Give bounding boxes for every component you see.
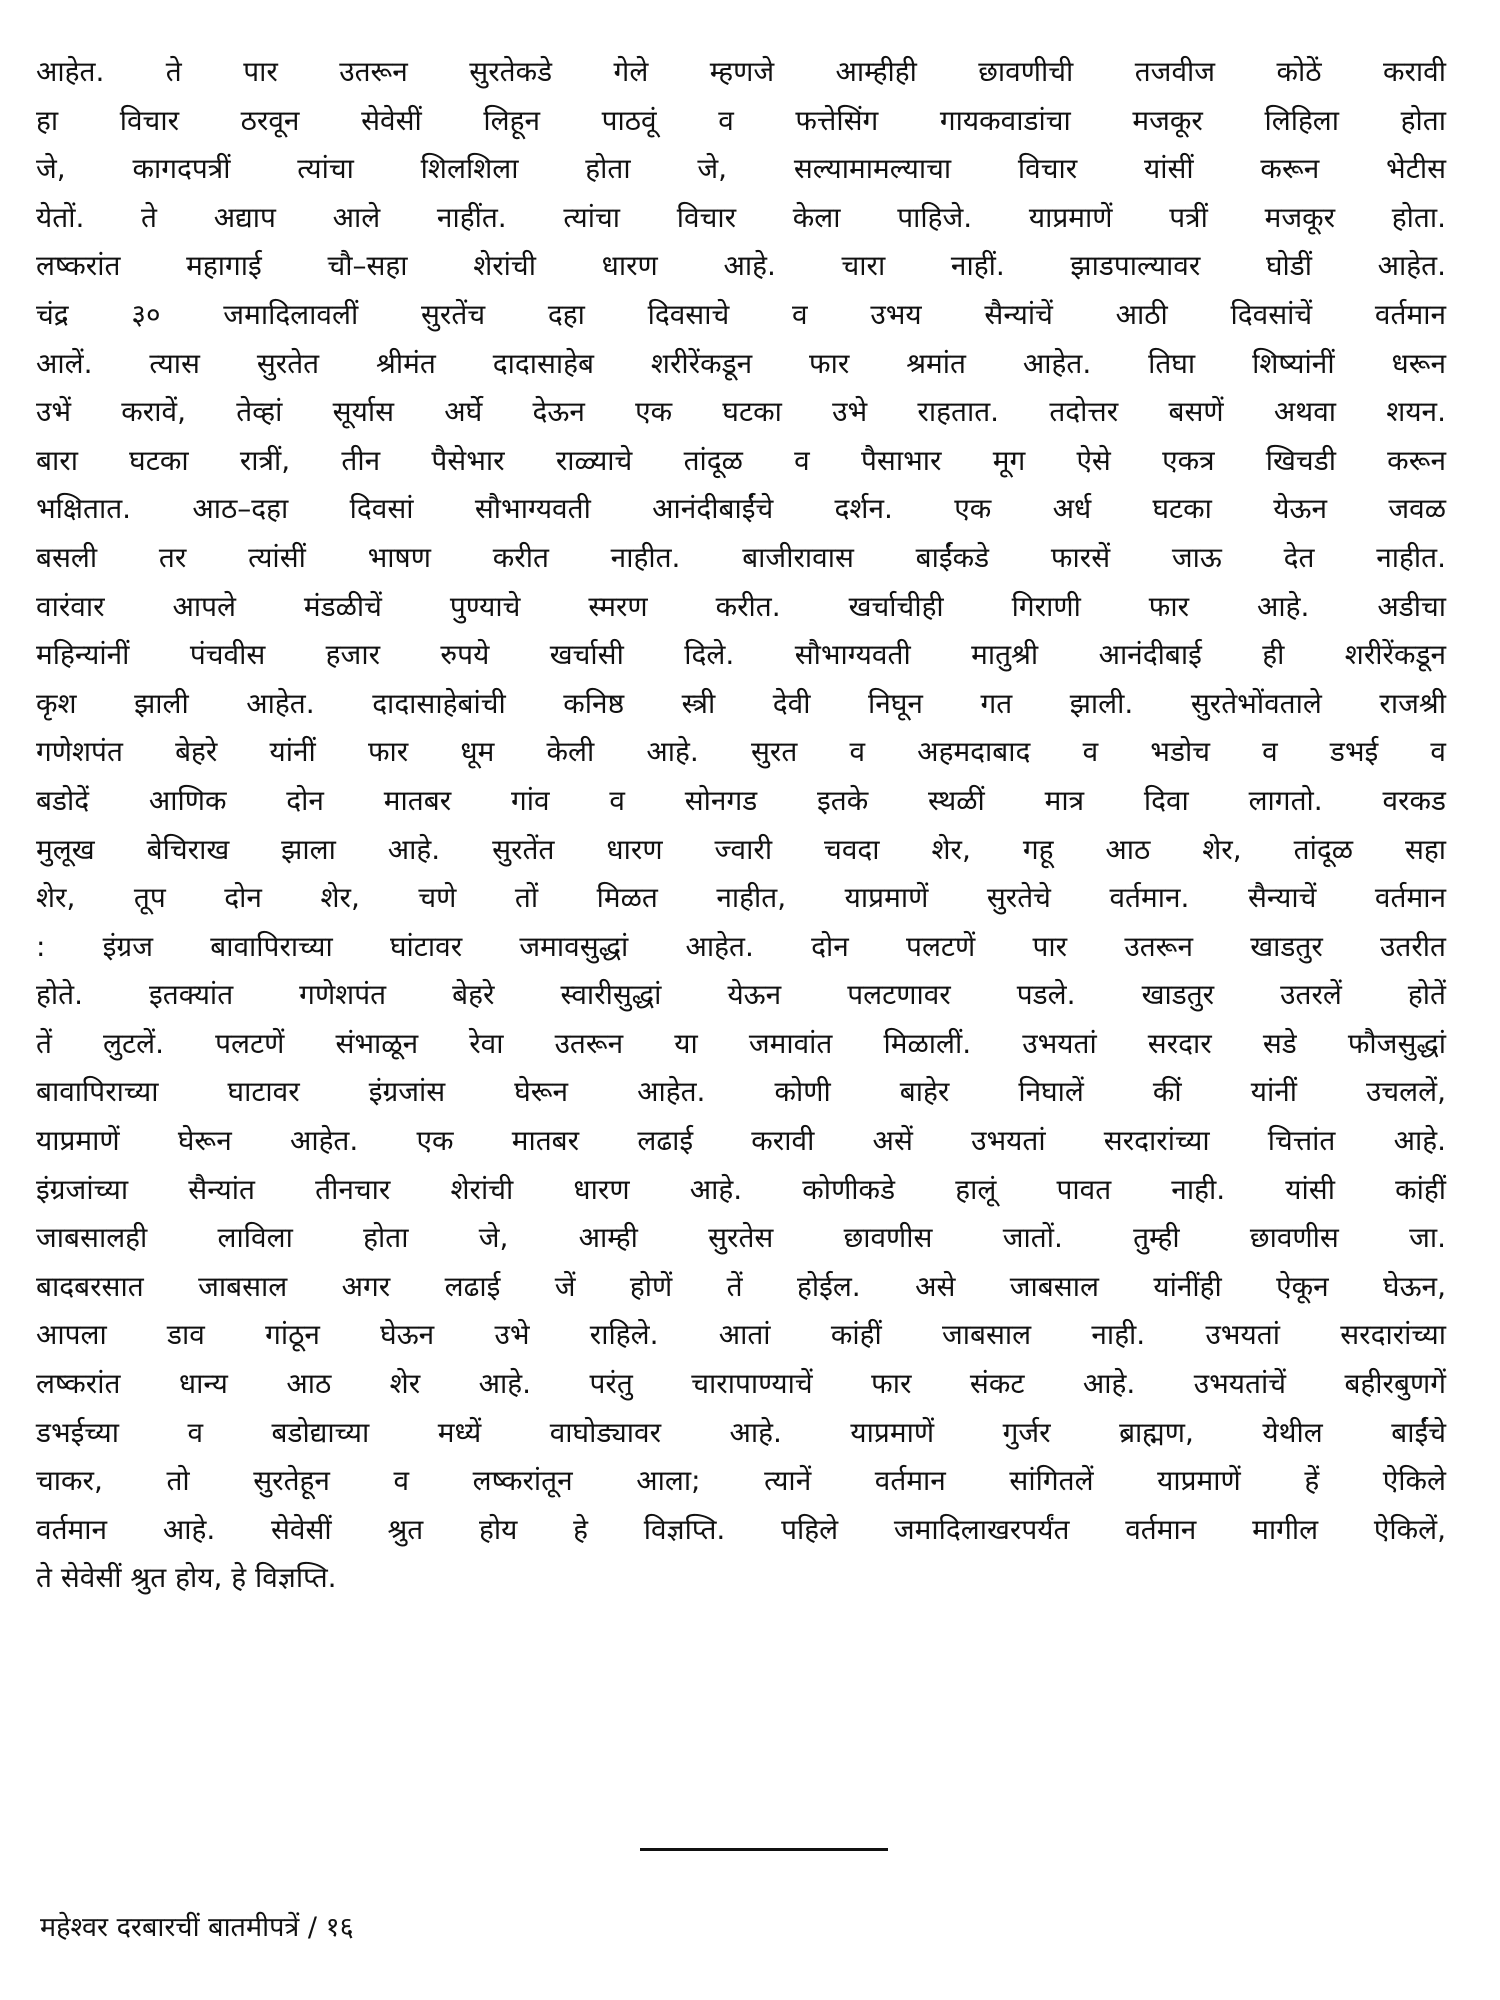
text-line: कृश झाली आहेत. दादासाहेबांची कनिष्ठ स्त्री देवी निघून गत झाली. सुरतेभोंवताले राजश्री [36, 686, 1446, 720]
text-line: वर्तमान आहे. सेवेसीं श्रुत होय हे विज्ञप्ति. पहिले जमादिलाखरपर्यंत वर्तमान मागील ऐकिलें, [36, 1512, 1446, 1546]
text-line: इंग्रजांच्या सैन्यांत तीनचार शेरांची धारण आहे. कोणीकडे हालूं पावत नाही. यांसी कांहीं [36, 1172, 1446, 1206]
text-line: होते. इतक्यांत गणेशपंत बेहरे स्वारीसुद्धां येऊन पलटणावर पडले. खाडतुर उतरलें होतें [36, 978, 1446, 1012]
text-line: गणेशपंत बेहरे यांनीं फार धूम केली आहे. सुरत व अहमदाबाद व भडोच व डभई व [36, 735, 1446, 769]
text-line: आहेत. ते पार उतरून सुरतेकडे गेले म्हणजे आम्हीही छावणीची तजवीज कोठें करावी [36, 55, 1446, 88]
text-line: वारंवार आपले मंडळीचें पुण्याचे स्मरण करीत. खर्चाचीही गिराणी फार आहे. अडीचा [36, 589, 1446, 623]
text-line: बावापिराच्या घाटावर इंग्रजांस घेरून आहेत. कोणी बाहेर निघालें कीं यांनीं उचललें, [36, 1075, 1446, 1109]
text-line: आलें. त्यास सुरतेत श्रीमंत दादासाहेब शरीरेंकडून फार श्रमांत आहेत. तिघा शिष्यांनीं धरून [36, 346, 1446, 380]
text-line: चाकर, तो सुरतेहून व लष्करांतून आला; त्यानें वर्तमान सांगितलें याप्रमाणें हें ऐकिले [36, 1464, 1446, 1498]
text-line: याप्रमाणें घेरून आहेत. एक मातबर लढाई करावी असें उभयतां सरदारांच्या चित्तांत आहे. [36, 1124, 1446, 1158]
text-line: : इंग्रज बावापिराच्या घांटावर जमावसुद्धां आहेत. दोन पलटणें पार उतरून खाडतुर उतरीत [36, 929, 1446, 963]
text-line: महिन्यांनीं पंचवीस हजार रुपये खर्चासी दिले. सौभाग्यवती मातुश्री आनंदीबाई ही शरीरेंकडून [36, 638, 1446, 672]
text-line: जे, कागदपत्रीं त्यांचा शिलशिला होता जे, सल्यामामल्याचा विचार यांसीं करून भेटीस [36, 152, 1446, 186]
text-line: येतों. ते अद्याप आले नाहींत. त्यांचा विचार केला पाहिजे. याप्रमाणें पत्रीं मजकूर होता. [36, 200, 1446, 234]
text-line: जाबसालही लाविला होता जे, आम्ही सुरतेस छावणीस जातों. तुम्ही छावणीस जा. [36, 1221, 1446, 1255]
text-line: बादबरसात जाबसाल अगर लढाई जें होणें तें होईल. असे जाबसाल यांनींही ऐकून घेऊन, [36, 1269, 1446, 1303]
text-line: लष्करांत महागाई चौ–सहा शेरांची धारण आहे. चारा नाहीं. झाडपाल्यावर घोडीं आहेत. [36, 249, 1446, 283]
text-line: लष्करांत धान्य आठ शेर आहे. परंतु चारापाण्याचें फार संकट आहे. उभयतांचें बहीरबुणगें [36, 1367, 1446, 1401]
text-line: ते सेवेसीं श्रुत होय, हे विज्ञप्ति. [36, 1561, 337, 1595]
text-line: शेर, तूप दोन शेर, चणे तों मिळत नाहीत, याप्रमाणें सुरतेचे वर्तमान. सैन्याचें वर्तमान [36, 881, 1446, 915]
text-line: हा विचार ठरवून सेवेसीं लिहून पाठवूं व फत्तेसिंग गायकवाडांचा मजकूर लिहिला होता [36, 103, 1446, 137]
text-line: चंद्र ३० जमादिलावलीं सुरतेंच दहा दिवसाचे व उभय सैन्यांचें आठी दिवसांचें वर्तमान [36, 297, 1446, 331]
text-line: मुलूख बेचिराख झाला आहे. सुरतेंत धारण ज्वारी चवदा शेर, गहू आठ शेर, तांदूळ सहा [36, 832, 1446, 866]
text-line: बारा घटका रात्रीं, तीन पैसेभार राळ्याचे तांदूळ व पैसाभार मूग ऐसे एकत्र खिचडी करून [36, 443, 1446, 477]
text-line: बसली तर त्यांसीं भाषण करीत नाहीत. बाजीरावास बाईंकडे फारसें जाऊ देत नाहीत. [36, 540, 1446, 574]
body-text [36, 48, 1446, 1603]
text-line: बडोदें आणिक दोन मातबर गांव व सोनगड इतके स्थळीं मात्र दिवा लागतो. वरकड [36, 783, 1446, 817]
text-line: तें लुटलें. पलटणें संभाळून रेवा उतरून या जमावांत मिळालीं. उभयतां सरदार सडे फौजसुद्धां [36, 1026, 1446, 1060]
text-line: उभें करावें, तेव्हां सूर्यास अर्घे देऊन एक घटका उभे राहतात. तदोत्तर बसणें अथवा शयन. [36, 395, 1446, 429]
text-line: आपला डाव गांठून घेऊन उभे राहिले. आतां कांहीं जाबसाल नाही. उभयतां सरदारांच्या [36, 1318, 1446, 1352]
text-line: डभईच्या व बडोद्याच्या मध्यें वाघोड्यावर आहे. याप्रमाणें गुर्जर ब्राह्मण, येथील बाईंचे [36, 1415, 1446, 1449]
page-footer: महेश्वर दरबारचीं बातमीपत्रें / १६ [40, 1912, 354, 1943]
section-divider [640, 1848, 888, 1851]
text-line: भक्षितात. आठ–दहा दिवसां सौभाग्यवती आनंदीबाईंचे दर्शन. एक अर्ध घटका येऊन जवळ [36, 492, 1446, 526]
